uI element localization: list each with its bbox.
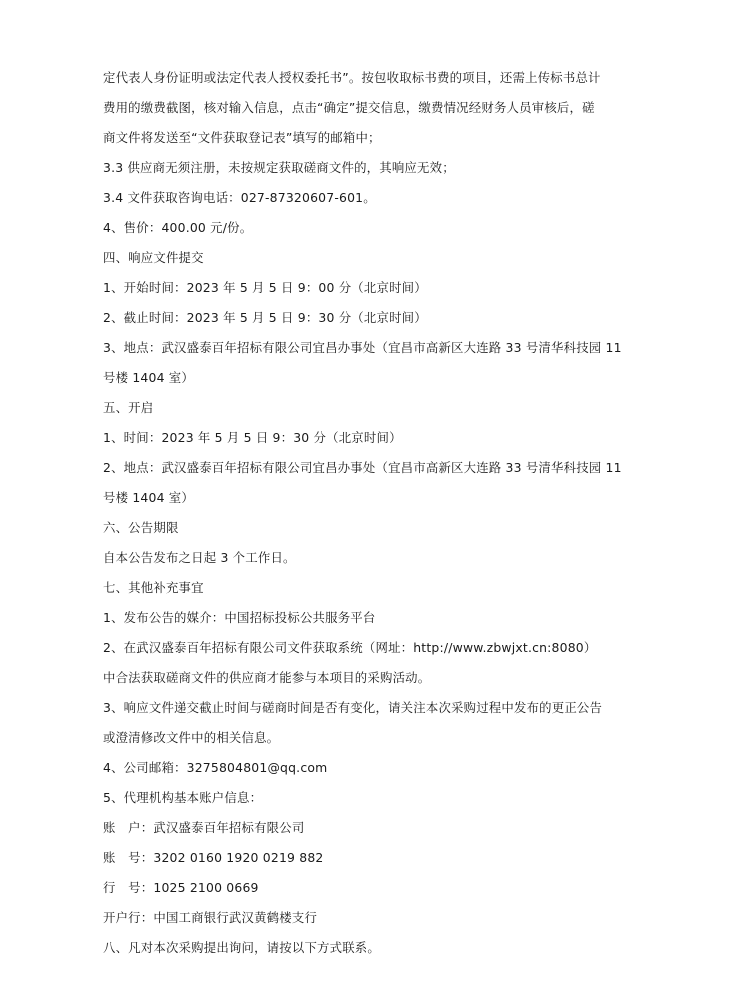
paragraph-line: 3.4 文件获取咨询电话：027-87320607-601。: [103, 190, 376, 205]
bank-branch-line: 开户行：中国工商银行武汉黄鹤楼支行: [103, 910, 318, 925]
paragraph-line: 2、地点：武汉盛泰百年招标有限公司宜昌办事处（宜昌市高新区大连路 33 号清华科技园 11: [103, 460, 622, 475]
section-heading: 六、公告期限: [103, 520, 179, 535]
account-number-line: 账 号：3202 0160 1920 0219 882: [103, 850, 324, 865]
paragraph-line: 3、响应文件递交截止时间与磋商时间是否有变化，请关注本次采购过程中发布的更正公告: [103, 700, 603, 715]
paragraph-line: 费用的缴费截图，核对输入信息，点击“确定”提交信息，缴费情况经财务人员审核后，磋: [103, 100, 595, 115]
paragraph-line: 自本公告发布之日起 3 个工作日。: [103, 550, 296, 565]
section-heading: 八、凡对本次采购提出询问，请按以下方式联系。: [103, 940, 380, 955]
paragraph-line: 商文件将发送至“文件获取登记表”填写的邮箱中；: [103, 130, 381, 145]
paragraph-line: 1、开始时间：2023 年 5 月 5 日 9：00 分（北京时间）: [103, 280, 427, 295]
paragraph-line: 定代表人身份证明或法定代表人授权委托书”。按包收取标书费的项目，还需上传标书总计: [103, 70, 601, 85]
paragraph-line: 1、时间：2023 年 5 月 5 日 9：30 分（北京时间）: [103, 430, 402, 445]
paragraph-line: 号楼 1404 室）: [103, 370, 194, 385]
bank-code-line: 行 号：1025 2100 0669: [103, 880, 259, 895]
paragraph-line: 3.3 供应商无须注册，未按规定获取磋商文件的，其响应无效；: [103, 160, 455, 175]
paragraph-line: 2、截止时间：2023 年 5 月 5 日 9：30 分（北京时间）: [103, 310, 427, 325]
email-line: 4、公司邮箱：3275804801@qq.com: [103, 760, 328, 775]
account-name-line: 账 户：武汉盛泰百年招标有限公司: [103, 820, 305, 835]
section-heading: 七、其他补充事宜: [103, 580, 204, 595]
paragraph-line: 号楼 1404 室）: [103, 490, 194, 505]
paragraph-line: 3、地点：武汉盛泰百年招标有限公司宜昌办事处（宜昌市高新区大连路 33 号清华科技园 11: [103, 340, 622, 355]
paragraph-line: 中合法获取磋商文件的供应商才能参与本项目的采购活动。: [103, 670, 431, 685]
section-heading: 五、开启: [103, 400, 154, 415]
paragraph-line: 4、售价：400.00 元/份。: [103, 220, 253, 235]
paragraph-line: 5、代理机构基本账户信息：: [103, 790, 263, 805]
paragraph-line: 2、在武汉盛泰百年招标有限公司文件获取系统（网址：http://www.zbwjxt.cn:8080）: [103, 640, 597, 655]
paragraph-line: 1、发布公告的媒介：中国招标投标公共服务平台: [103, 610, 376, 625]
paragraph-line: 或澄清修改文件中的相关信息。: [103, 730, 280, 745]
section-heading: 四、响应文件提交: [103, 250, 204, 265]
